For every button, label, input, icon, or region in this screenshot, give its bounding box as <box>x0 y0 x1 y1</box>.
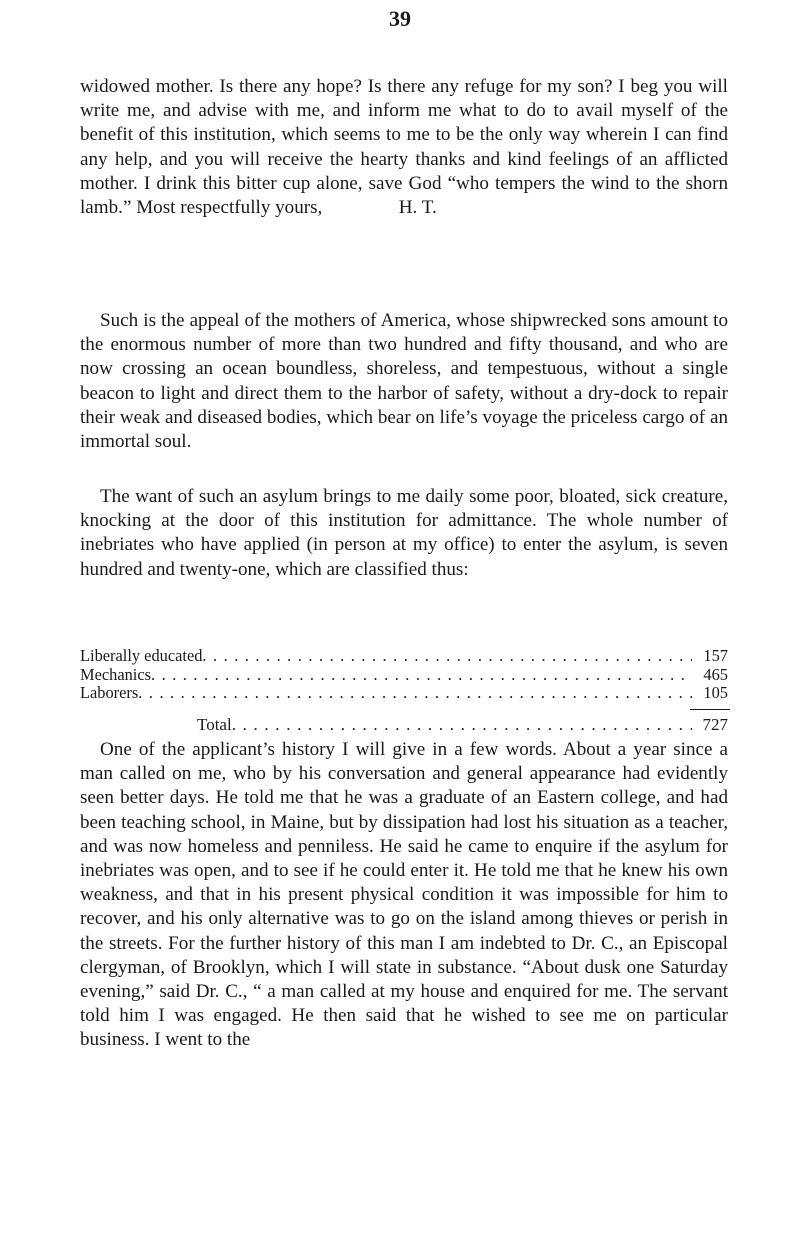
total-value: 727 <box>702 715 728 734</box>
leader-dots <box>202 647 692 666</box>
paragraph-text: Such is the appeal of the mothers of America, whose shipwrecked sons amount to the enormous number of more than two hundred and fifty thousand, and who are now crossing an ocean boundless, shoreless, and tempestuous, without a single beacon to light and direct them to the harbor of safety, without a dry-dock to repair their weak and diseased bodies, which bear on life’s voyage the priceless cargo of an immortal soul. <box>80 310 728 453</box>
row-value: 465 <box>703 664 728 684</box>
page-number: 39 <box>389 6 411 31</box>
paragraph-applicant-history <box>80 738 728 1053</box>
paragraph-appeal <box>80 309 728 454</box>
paragraph-text: The want of such an asylum brings to me daily some poor, bloated, sick creature, knocking at the door of this institution for admittance. The whole number of inebriates who have applied (in person at my office) to enter the asylum, is seven hundred and twenty-one, which are classified thus: <box>80 486 728 580</box>
paragraph-text: widowed mother. Is there any hope? Is there any refuge for my son? I beg you will write me, and advise with me, and inform me what to do to avail myself of the benefit of this institution, which seems to me to be the only way wherein I can find any help, and you will receive the hearty thanks and kind feelings of an afflicted mother. I drink this bitter cup alone, save God “who tempers the wind to the shorn lamb.” Most respectfully yours, H. T. <box>80 76 733 219</box>
paragraph-asylum-want <box>80 485 728 582</box>
sum-rule <box>690 709 730 710</box>
row-label: Mechanics <box>80 664 151 684</box>
table-row <box>80 666 728 685</box>
table-row <box>80 684 728 703</box>
row-value: 105 <box>703 683 728 703</box>
paragraph-text: One of the applicant’s history I will give in a few words. About a year since a man called on me, who by his conversation and general appearance had evidently seen better days. He told me that he was a graduate of an Eastern college, and had been teaching school, in Maine, but by dissipation had lost his situation as a teacher, and was now homeless and penniless. He said he came to enquire if the asylum for inebriates was open, and to see if he could enter it. He told me that he knew his own weakness, and that in his present physical condition it was impossible for him to recover, and his only alternative was to go on the island among thieves or perish in the streets. For the further history of this man I am indebted to Dr. C., an Episcopal clergyman, of Brooklyn, which I will state in substance. “About dusk one Saturday evening,” said Dr. C., “ a man called at my house and enquired for me. The servant told him I was engaged. He then said that he wished to see me on particular business. I went to the <box>80 739 728 1051</box>
leader-dots <box>232 716 692 736</box>
paragraph-letter-end <box>80 75 733 220</box>
classification-table <box>80 646 728 734</box>
total-label: Total <box>197 715 232 734</box>
row-value: 157 <box>703 646 728 665</box>
table-row <box>80 647 728 666</box>
total-row <box>197 716 728 736</box>
row-label: Liberally educated <box>80 646 203 665</box>
row-label: Laborers <box>80 683 139 703</box>
leader-dots <box>138 684 692 703</box>
leader-dots <box>151 666 692 685</box>
